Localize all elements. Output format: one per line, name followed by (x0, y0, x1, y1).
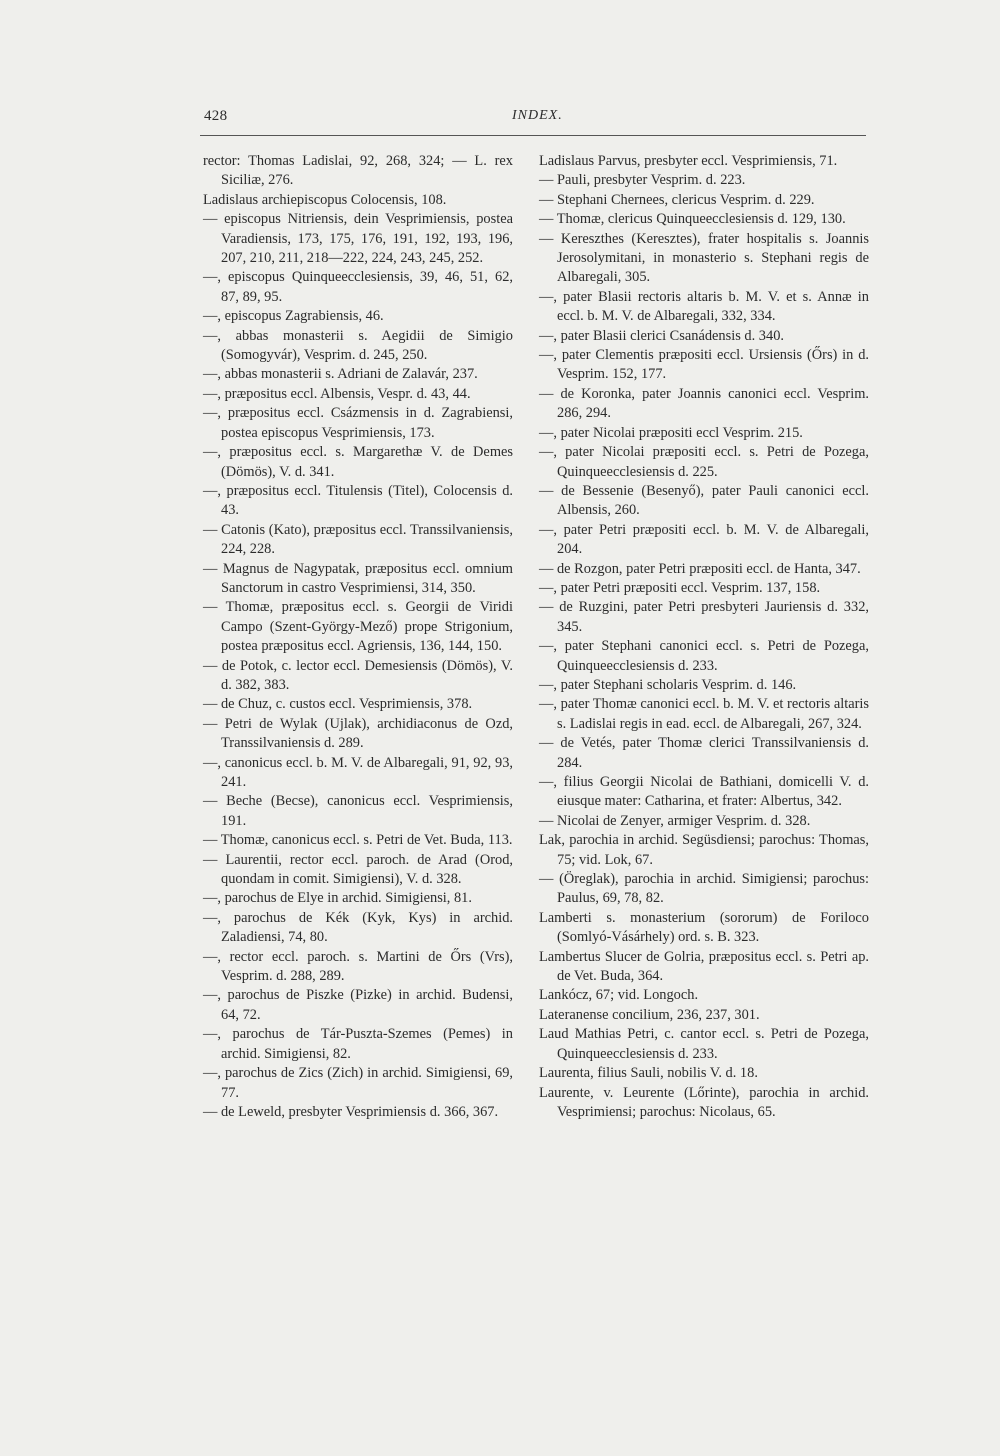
index-entry: — de Vetés, pater Thomæ clerici Transsilvaniensis d. 284. (539, 735, 869, 771)
index-entry: Laurenta, filius Sauli, nobilis V. d. 18. (539, 1065, 758, 1082)
index-entry: — Thomæ, clericus Quinqueecclesiensis d. 129, 130. (539, 211, 846, 228)
index-entry: — Laurentii, rector eccl. paroch. de Arad (Orod, quondam in comit. Simigiensi), V. d. 328. (203, 851, 513, 888)
index-entry: —, pater Stephani canonici eccl. s. Petri de Pozega, Quinqueecclesiensis d. 233. (539, 638, 869, 674)
index-entry: —, pater Blasii clerici Csanádensis d. 340. (539, 327, 784, 344)
index-entry: — Thomæ, præpositus eccl. s. Georgii de Viridi Campo (Szent-György-Mező) prope Strigonium, postea præpositus eccl. Agriensis, 136, 144, 150. (203, 599, 513, 655)
running-head: INDEX. (512, 108, 563, 123)
index-entry: Laurente, v. Leurente (Lőrinte), parochia in archid. Vesprimiensi; parochus: Nicolaus, 65. (539, 1084, 869, 1120)
index-entry: — de Chuz, c. custos eccl. Vesprimiensis, 378. (203, 696, 473, 713)
index-entry: Lak, parochia in archid. Següsdiensi; parochus: Thomas, 75; vid. Lok, 67. (539, 832, 869, 868)
index-entry: — Thomæ, canonicus eccl. s. Petri de Vet. Buda, 113. (203, 832, 513, 849)
index-entry: —, abbas monasterii s. Aegidii de Simigio (Somogyvár), Vesprim. d. 245, 250. (203, 327, 513, 364)
index-entry: —, parochus de Elye in archid. Simigiensi, 81. (203, 890, 472, 907)
index-entry: — de Koronka, pater Joannis canonici eccl. Vesprim. 286, 294. (539, 385, 869, 422)
page-number: 428 (204, 108, 228, 124)
index-entry: —, præpositus eccl. s. Margarethæ V. de Demes (Dömös), V. d. 341. (203, 444, 513, 480)
index-entry: —, pater Petri præpositi eccl. Vesprim. 137, 158. (539, 579, 821, 596)
index-entry: rector: Thomas Ladislai, 92, 268, 324; — L. rex Siciliæ, 276. (203, 153, 513, 189)
index-entry: Lateranense concilium, 236, 237, 301. (539, 1006, 760, 1023)
index-entry: — Magnus de Nagypatak, præpositus eccl. omnium Sanctorum in castro Vesprimiensi, 314, 350. (203, 560, 513, 596)
index-entry: —, abbas monasterii s. Adriani de Zalavár, 237. (203, 366, 478, 383)
index-entry: —, pater Nicolai præpositi eccl. s. Petri de Pozega, Quinqueecclesiensis d. 225. (539, 444, 869, 480)
index-entry: — Nicolai de Zenyer, armiger Vesprim. d. 328. (539, 812, 811, 829)
index-entry: — Petri de Wylak (Ujlak), archidiaconus de Ozd, Transsilvaniensis d. 289. (203, 715, 513, 752)
index-entry: Ladislaus archiepiscopus Colocensis, 108. (203, 191, 447, 208)
index-entry: —, episcopus Zagrabiensis, 46. (203, 308, 384, 325)
index-entry: —, præpositus eccl. Albensis, Vespr. d. 43, 44. (203, 385, 471, 402)
index-entry: —, pater Blasii rectoris altaris b. M. V. et s. Annæ in eccl. b. M. V. de Albaregali, 332, 334. (539, 288, 869, 325)
index-entry: —, parochus de Tár-Puszta-Szemes (Pemes) in archid. Simigiensi, 82. (203, 1026, 513, 1062)
left-column (203, 152, 513, 1122)
index-entry: Lambertus Slucer de Golria, præpositus eccl. s. Petri ap. de Vet. Buda, 364. (539, 948, 869, 985)
index-entry: —, pater Stephani scholaris Vesprim. d. 146. (539, 676, 797, 693)
index-entry: —, filius Georgii Nicolai de Bathiani, domicelli V. d. eiusque mater: Catharina, et frater: Albertus, 342. (539, 774, 869, 810)
index-entry: — episcopus Nitriensis, dein Vesprimiensis, postea Varadiensis, 173, 175, 176, 191, 192, 193, 196, 207, 210, 211, 218—222, 224, 243, 245, 252. (203, 211, 513, 267)
index-entry: — Kereszthes (Keresztes), frater hospitalis s. Joannis Jerosolymitani, in monasterio s. Stephani regis de Albaregali, 305. (539, 230, 869, 286)
index-entry: —, pater Thomæ canonici eccl. b. M. V. et rectoris altaris s. Ladislai regis in ead. eccl. de Albaregali, 267, 324. (539, 696, 869, 732)
index-entry: Laud Mathias Petri, c. cantor eccl. s. Petri de Pozega, Quinqueecclesiensis d. 233. (539, 1026, 869, 1062)
index-entry: Ladislaus Parvus, presbyter eccl. Vesprimiensis, 71. (539, 153, 838, 169)
index-entry: —, rector eccl. paroch. s. Martini de Őrs (Vrs), Vesprim. d. 288, 289. (203, 948, 513, 985)
index-entry: — de Bessenie (Besenyő), pater Pauli canonici eccl. Albensis, 260. (539, 482, 869, 519)
index-entry: — de Leweld, presbyter Vesprimiensis d. 366, 367. (203, 1103, 499, 1120)
index-entry: —, parochus de Kék (Kyk, Kys) in archid. Zaladiensi, 74, 80. (203, 909, 513, 946)
page-header (200, 108, 866, 138)
index-entry: —, episcopus Quinqueecclesiensis, 39, 46, 51, 62, 87, 89, 95. (203, 269, 513, 305)
index-entry: —, pater Nicolai præpositi eccl Vesprim. 215. (539, 424, 803, 441)
index-entry: Lamberti s. monasterium (sororum) de Foriloco (Somlyó-Vásárhely) ord. s. B. 323. (539, 909, 869, 946)
index-entry: — Beche (Becse), canonicus eccl. Vesprimiensis, 191. (203, 793, 513, 829)
right-column (539, 152, 869, 1122)
index-entry: — Stephani Chernees, clericus Vesprim. d. 229. (539, 191, 815, 208)
index-entry: —, præpositus eccl. Csázmensis in d. Zagrabiensi, postea episcopus Vesprimiensis, 173. (203, 405, 513, 441)
index-entry: Lankócz, 67; vid. Longoch. (539, 987, 699, 1004)
header-rule (200, 135, 866, 136)
index-entry: — Pauli, presbyter Vesprim. d. 223. (539, 172, 746, 189)
index-entry: —, parochus de Piszke (Pizke) in archid. Budensi, 64, 72. (203, 987, 513, 1023)
index-entry: —, præpositus eccl. Titulensis (Titel), Colocensis d. 43. (203, 482, 513, 519)
index-entry: — de Ruzgini, pater Petri presbyteri Jauriensis d. 332, 345. (539, 599, 869, 635)
index-entry: — (Öreglak), parochia in archid. Simigiensi; parochus: Paulus, 69, 78, 82. (539, 871, 869, 907)
index-entry: — de Potok, c. lector eccl. Demesiensis (Dömös), V. d. 382, 383. (203, 657, 513, 693)
index-entry: —, pater Petri præpositi eccl. b. M. V. de Albaregali, 204. (539, 521, 869, 558)
index-entry: — de Rozgon, pater Petri præpositi eccl. de Hanta, 347. (539, 560, 861, 577)
index-entry: —, parochus de Zics (Zich) in archid. Simigiensi, 69, 77. (203, 1065, 513, 1101)
index-entry: —, pater Clementis præpositi eccl. Ursiensis (Őrs) in d. Vesprim. 152, 177. (539, 347, 869, 383)
index-entry: —, canonicus eccl. b. M. V. de Albaregali, 91, 92, 93, 241. (203, 754, 513, 790)
index-entry: — Catonis (Kato), præpositus eccl. Transsilvaniensis, 224, 228. (203, 521, 513, 558)
